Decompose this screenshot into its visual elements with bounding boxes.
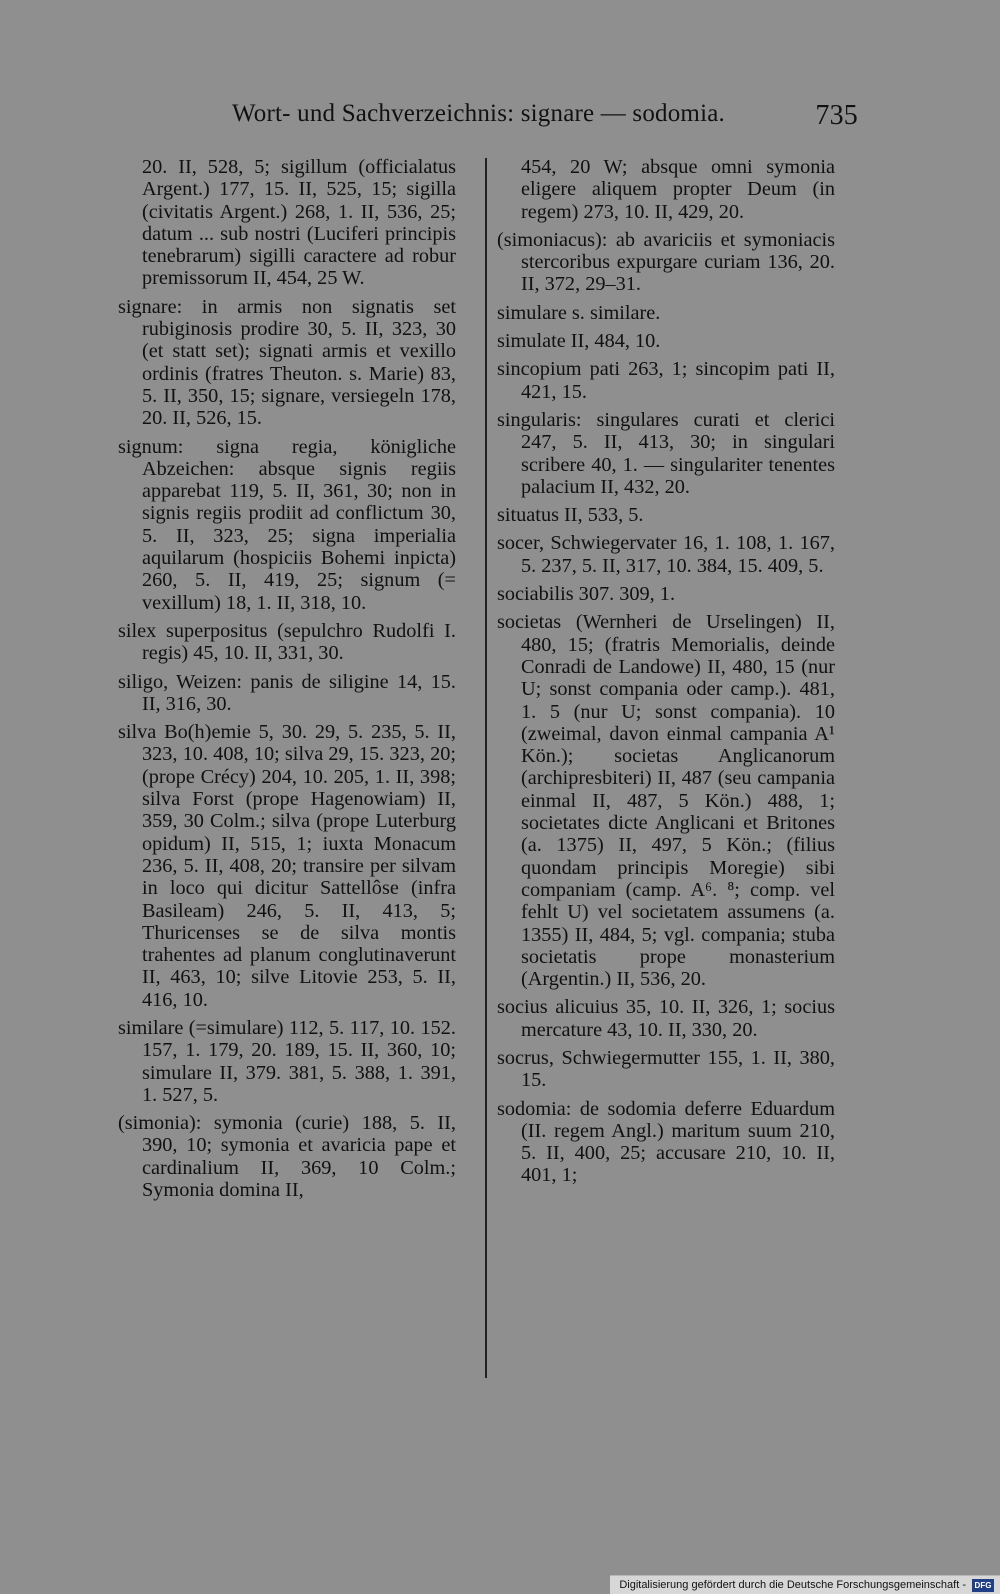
index-entry: simulate II, 484, 10.: [497, 330, 661, 353]
page-header: [232, 100, 858, 134]
index-entry: (simoniacus): ab avariciis et symoniacis stercoribus expurgare curiam 136, 20. II, 372, 29–31.: [497, 228, 835, 296]
index-entry: siligo, Weizen: panis de siligine 14, 15. II, 316, 30.: [118, 670, 456, 715]
index-entry: societas (Wernheri de Urselingen) II, 480, 15; (fratris Memorialis, deinde Conradi de Landowe) II, 480, 15 (nur U; sonst compania oder camp.). 481, 1. 5 (nur U; sonst compania). 10 (zweimal, davon einmal campania A¹ Kön.); societas Anglicanorum (archipresbiteri) II, 487 (seu campania einmal II, 487, 5 Kön.) 488, 1; societates dicte Anglicani et Britones (a. 1375) II, 497, 5 Kön.; (filius quondam principis Moregie) sibi companiam (camp. A⁶. ⁸; comp. vel fehlt U) vel societatem assumens (a. 1355) II, 484, 5; vgl. compania; stuba societatis prope monasterium (Argentin.) II, 536, 20.: [497, 611, 835, 991]
index-entry: sodomia: de sodomia deferre Eduardum (II. regem Angl.) maritum suum 210, 5. II, 400, 25; accusare 210, 10. II, 401, 1;: [497, 1097, 835, 1187]
running-title: Wort- und Sachverzeichnis: signare — sodomia.: [232, 100, 725, 127]
page-number: 735: [815, 100, 858, 131]
index-entry: socrus, Schwiegermutter 155, 1. II, 380, 15.: [497, 1046, 835, 1092]
right-index-column: [497, 156, 835, 1193]
index-entry: signare: in armis non signatis set rubiginosis prodire 30, 5. II, 323, 30 (et statt set); signati armis et vexillo ordinis (fratres Theuton. s. Marie) 83, 5. II, 350, 15; signare, versiegeln 178, 20. II, 526, 15.: [118, 295, 456, 430]
funding-credit: Digitalisierung gefördert durch die Deutsche Forschungsgemeinschaft -: [619, 1579, 966, 1591]
index-entry: socius alicuius 35, 10. II, 326, 1; socius mercature 43, 10. II, 330, 20.: [497, 996, 835, 1041]
index-entry: 20. II, 528, 5; sigillum (officialatus Argent.) 177, 15. II, 525, 15; sigilla (civitatis Argent.) 268, 1. II, 536, 25; datum ... sub nostri (Luciferi principis tenebrarum) sigilli caractere ad robur premissorum II, 454, 25 W.: [142, 156, 456, 290]
index-entry: situatus II, 533, 5.: [497, 504, 644, 527]
dfg-logo: DFG: [972, 1579, 994, 1592]
digitization-footer: [610, 1575, 1000, 1594]
column-divider: [485, 158, 487, 1378]
index-entry: sincopium pati 263, 1; sincopim pati II, 421, 15.: [497, 358, 835, 403]
index-entry: socer, Schwiegervater 16, 1. 108, 1. 167, 5. 237, 5. II, 317, 10. 384, 15. 409, 5.: [497, 532, 835, 577]
index-entry: simulare s. similare.: [497, 301, 661, 324]
index-entry: silex superpositus (sepulchro Rudolfi I. regis) 45, 10. II, 331, 30.: [118, 619, 456, 665]
index-entry: singularis: singulares curati et clerici 247, 5. II, 413, 30; in singulari scribere 40, 1. — singulariter tenentes palacium II, 432, 20.: [497, 408, 835, 498]
index-entry: silva Bo(h)emie 5, 30. 29, 5. 235, 5. II, 323, 10. 408, 10; silva 29, 15. 323, 20; (prope Crécy) 204, 10. 205, 1. II, 398; silva Forst (prope Hagenowiam) II, 359, 30 Colm.; silva (prope Luterburg opidum) II, 515, 1; iuxta Monacum 236, 5. II, 408, 20; transire per silvam in loco qui dicitur Sattellôse (infra Basileam) 246, 5. II, 413, 5; Thuricenses se de silva montis trahentes ad planum conglutinaverunt II, 463, 10; silve Litovie 253, 5. II, 416, 10.: [118, 721, 456, 1011]
left-index-column: [118, 156, 456, 1207]
index-entry: 454, 20 W; absque omni symonia eligere aliquem propter Deum (in regem) 273, 10. II, 429, 20.: [521, 156, 835, 223]
index-entry: (simonia): symonia (curie) 188, 5. II, 390, 10; symonia et avaricia pape et cardinalium II, 369, 10 Colm.; Symonia domina II,: [118, 1112, 456, 1202]
index-entry: similare (=simulare) 112, 5. 117, 10. 152. 157, 1. 179, 20. 189, 15. II, 360, 10; simulare II, 379. 381, 5. 388, 1. 391, 1. 527, 5.: [118, 1016, 456, 1106]
index-entry: signum: signa regia, königliche Abzeichen: absque signis regiis apparebat 119, 5. II, 361, 30; non in signis regiis prodiit ad conflictum 30, 5. II, 323, 25; signa imperialia aquilarum (hospiciis Bohemi inpicta) 260, 5. II, 419, 25; signum (= vexillum) 18, 1. II, 318, 10.: [118, 435, 456, 614]
index-entry: sociabilis 307. 309, 1.: [497, 583, 676, 606]
